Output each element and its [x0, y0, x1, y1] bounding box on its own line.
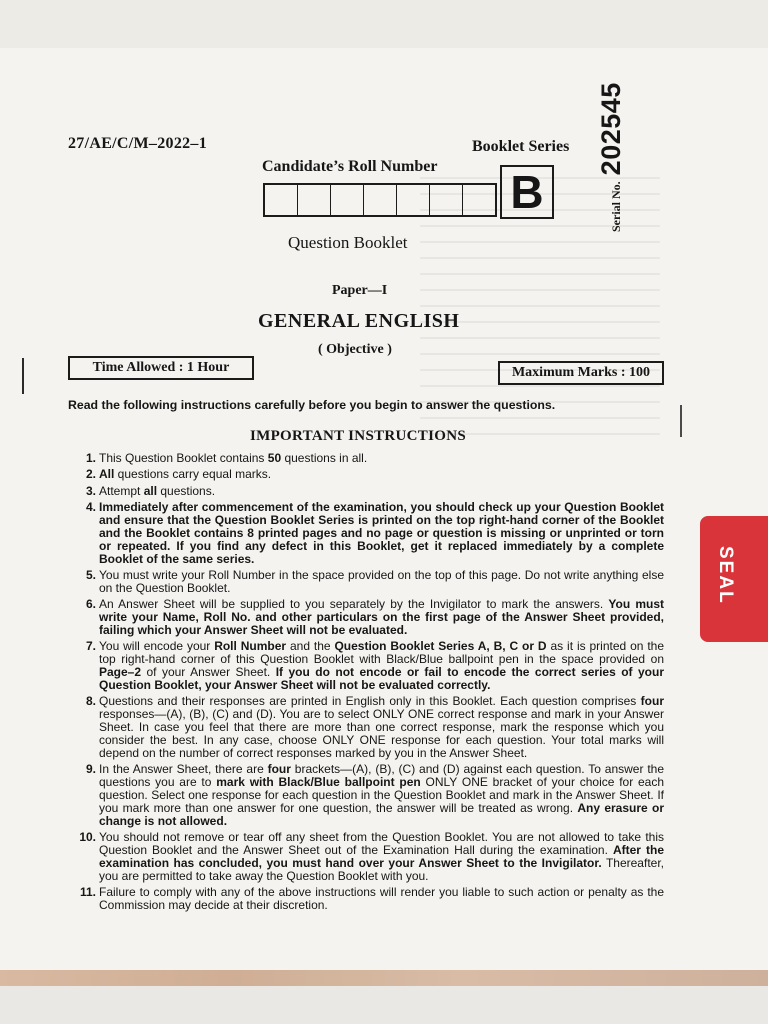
roll-digit-box[interactable] [298, 185, 331, 215]
roll-digit-box[interactable] [430, 185, 463, 215]
page-edge [0, 970, 768, 986]
maximum-marks: Maximum Marks : 100 [498, 361, 664, 385]
read-instruction: Read the following instructions carefully before you begin to answer the questions. [68, 398, 556, 412]
instruction-item: 6. An Answer Sheet will be supplied to you separately by the Invigilator to mark the answers. You must write your Name, Roll No. and other particulars on the first page of the Answer Sheet provided, failing which your Answer Sheet will not be evaluated. [85, 597, 664, 637]
instruction-item: 4. Immediately after commencement of the examination, you should check up your Question Booklet and ensure that the Question Booklet Series is printed on the top right-hand corner of the Booklet and the Booklet contains 8 printed pages and no page or question is missing or unprinted or torn or repeated. If you find any defect in this Booklet, get it replaced immediately by a complete Booklet of the same series. [85, 499, 664, 566]
exam-code: 27/AE/C/M–2022–1 [68, 135, 208, 152]
instruction-item: 11. Failure to comply with any of the above instructions will render you liable to such action or penalty as the Commission may decide at their discretion. [79, 885, 664, 912]
roll-number-boxes[interactable] [263, 183, 497, 217]
instructions-list [74, 452, 664, 915]
instructions-title: IMPORTANT INSTRUCTIONS [250, 428, 466, 444]
roll-digit-box[interactable] [463, 185, 495, 215]
instruction-item: 1. This Question Booklet contains 50 questions in all. [85, 451, 368, 465]
roll-number-label: Candidate’s Roll Number [262, 158, 438, 175]
series-letter: B [500, 165, 554, 219]
instruction-item: 9. In the Answer Sheet, there are four brackets—(A), (B), (C) and (D) against each question. To answer the questions you are to mark with Black/Blue ballpoint pen ONLY ONE bracket of your choice for each question. Select one response for each question in the Question Booklet and mark in the Answer Sheet. If you mark more than one answer for one question, the answer will be treated as wrong. Any erasure or change is not allowed. [85, 762, 665, 828]
instruction-item: 3. Attempt all questions. [85, 483, 216, 498]
time-allowed: Time Allowed : 1 Hour [68, 356, 254, 380]
roll-digit-box[interactable] [397, 185, 430, 215]
serial-label: Serial No. [609, 181, 623, 232]
roll-digit-box[interactable] [364, 185, 397, 215]
serial-number-block [596, 82, 627, 232]
instruction-item: 7. You will encode your Roll Number and the Question Booklet Series A, B, C or D as it is printed on the top right-hand corner of this Question Booklet with Black/Blue ballpoint pen in the space provided on Page–2 of your Answer Sheet. If you do not encode or fail to encode the correct series of your Question Booklet, your Answer Sheet will not be evaluated correctly. [85, 639, 664, 692]
instruction-item: 8. Questions and their responses are printed in English only in this Booklet. Each question comprises four responses—(A), (B), (C) and (D). You are to select ONLY ONE correct response and mark in your Answer Sheet. In case you feel that there are more than one correct response, mark the response which you consider the best. In any case, choose ONLY ONE response for each question. Your total marks will depend on the number of correct responses marked by you in the Answer Sheet. [85, 694, 664, 760]
booklet-title: Question Booklet [288, 233, 408, 252]
background-surface [0, 986, 768, 1024]
roll-digit-box[interactable] [331, 185, 364, 215]
paper-label: Paper—I [332, 283, 388, 298]
booklet-series-label: Booklet Series [472, 138, 570, 155]
margin-mark [22, 358, 24, 394]
instruction-item: 5. You must write your Roll Number in the space provided on the top of this page. Do not write anything else on the Question Booklet. [85, 567, 664, 595]
serial-number: 202545 [596, 82, 626, 176]
instruction-item: 2. All questions carry equal marks. [85, 467, 272, 482]
objective-label: ( Objective ) [318, 342, 392, 357]
margin-mark [680, 405, 682, 437]
subject-title: GENERAL ENGLISH [258, 310, 460, 332]
roll-digit-box[interactable] [265, 185, 298, 215]
seal-label[interactable]: SEAL [715, 546, 736, 605]
instruction-item: 10. You should not remove or tear off any sheet from the Question Booklet. You are not allowed to take this Question Booklet and the Answer Sheet out of the Examination Hall during the examination. After the examination has concluded, you must hand over your Answer Sheet to the Invigilator. Thereafter, you are permitted to take away the Question Booklet with you. [79, 829, 664, 883]
